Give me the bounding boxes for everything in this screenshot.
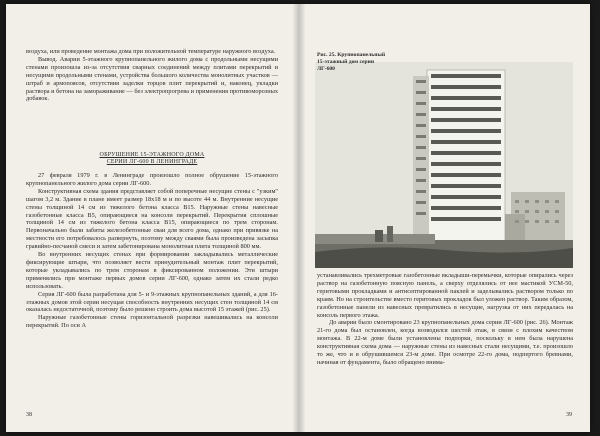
right-page — [303, 4, 590, 432]
paragraph-conclusion: Вывод. Аварии 5-этажного крупнопанельного жилого дома с продольными несущими стенами произошла из-за отсутствия сварных соединений между плитами перекрытий и несущими продольными стенами, устройства большого количества монолитных участков — штраб и армопоясов, отсутствия заделки торцов плит перекрытий и, наконец, укладки раствора и бетона на замораживание — без электропрогрева и применения противоморозных добавок. — [26, 55, 278, 103]
left-main-text — [26, 172, 278, 330]
building-photo-drawing — [315, 62, 573, 268]
building-photo — [315, 62, 573, 268]
paragraph: Наружные газобетонные стены горизонтальной разрезки навешивались на консоли перекрытий. По оси А — [26, 314, 278, 330]
section-heading — [26, 152, 278, 167]
paragraph: устанавливались трехметровые газобетонные вкладыши-перемычки, которые опирались через раствор на газобетонную поясную панель, а сверху отделялись от нее мастикой УСМ-50, геритовыми прокладками и антисептированной паклей и заделывались раствором только по краям. Но на строительстве вместо геритовых прокладок был уложен раствор. Таким образом, газобетонные панели из навесных превратились в несущие, нагрузка от них передалась на консоль первого этажа. — [317, 272, 573, 319]
heading-line-1: ОБРУШЕНИЕ 15-ЭТАЖНОГО ДОМА — [99, 152, 205, 158]
paragraph: Конструктивная схема здания представляет собой поперечные несущие стены с "узким" шагом 3,2 м. Здание в плане имеет размер 18х18 м и по высоте 44 м. Внутренние несущие стены толщиной 14 см из тяжелого бетона класса В15. Наружные стены навесные газобетонные класса В5, опирающиеся на консоли перекрытий. Перекрытия сплошные толщиной 14 см из тяжелого бетона класса В15, опирающиеся по трем сторонам. Первоначально были забиты железобетонные сваи для всего дома, однако при привязке на местности его потребовалось развернуть, поэтому между сваями была произведена засыпка гравийно-песчаной смеси и затем забетонирована монолитная плита толщиной 800 мм. — [26, 187, 278, 251]
page-number-left: 38 — [26, 412, 32, 418]
book-spread — [6, 4, 590, 432]
right-text — [317, 272, 573, 367]
heading-line-2: СЕРИИ ЛГ-600 В ЛЕНИНГРАДЕ — [106, 159, 198, 166]
paragraph: воздуха, или проведение монтажа дома при положительной температуре наружного воздуха. — [26, 48, 276, 55]
figure-caption: Рис. 25. Крупнопанельный 15-этажный дом серии ЛГ-600 — [317, 52, 386, 72]
left-page — [6, 4, 296, 432]
paragraph: Во внутренних несущих стенах при формировании закладывались металлические фиксирующие штыри, что позволяет вести принудительный монтаж плит перекрытий, которые укладывались по трем сторонам в фиксированном положении. Эти штыри применялись при монтаже первых домов серии ЛГ-600, однако затем их стали редко использовать. — [26, 251, 278, 290]
paragraph: До аварии было смонтировано 23 крупнопанельных дома серии ЛГ-600 (рис. 26). Монтаж 21-го дома был остановлен, когда возводился шестой этаж, в связи с плохим качеством монтажа. В 22-м доме были установлены подпорки, поскольку в нем была нарушена конструктивная схема дома — наружные стены из навесных стали несущими, т.е. произошло то же, что и в обрушившемся 23-м доме. При осмотре 22-го дома, подпертого бревнами, начиная от фундамента, было обращено внима- — [317, 319, 573, 366]
left-top-text — [26, 48, 278, 103]
paragraph: Серия ЛГ-600 была разработана для 5- и 9-этажных крупнопанельных зданий, а для 16-этажных домов этой серии несущая способность внутренних несущих стен толщиной 14 см оказалась недостаточной, поэтому было решено строить дома высотой 15 этажей (рис. 25). — [26, 290, 278, 314]
page-number-right: 39 — [566, 412, 572, 418]
paragraph: 27 февраля 1979 г. в Ленинграде произошло полное обрушение 15-этажного крупнопанельного жилого дома серии ЛГ-600. — [26, 172, 278, 187]
